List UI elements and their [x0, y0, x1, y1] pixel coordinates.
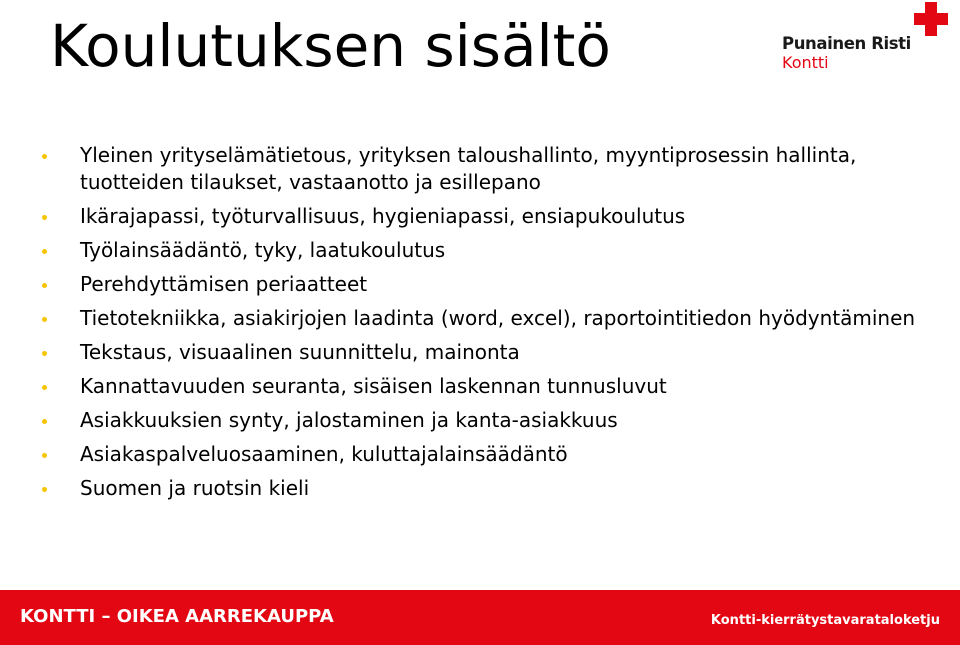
bullet-text: Työlainsäädäntö, tyky, laatukoulutus: [80, 238, 446, 262]
bullet-text: Ikärajapassi, työturvallisuus, hygieniapassi, ensiapukoulutus: [80, 204, 686, 228]
bullet-text: Perehdyttämisen periaatteet: [80, 272, 368, 296]
bullet-dot-icon: [42, 351, 47, 356]
bullet-text: Tekstaus, visuaalinen suunnittelu, mainonta: [80, 340, 520, 364]
bullet-text: Yleinen yrityselämätietous, yrityksen taloushallinto, myyntiprosessin hallinta, tuotteiden tilaukset, vastaanotto ja esillepano: [80, 143, 857, 194]
bullet-dot-icon: [42, 215, 47, 220]
bullet-text: Asiakaspalveluosaaminen, kuluttajalainsäädäntö: [80, 442, 568, 466]
bullet-dot-icon: [42, 317, 47, 322]
bullet-dot-icon: [42, 249, 47, 254]
footer-slogan: KONTTI – OIKEA AARREKAUPPA: [20, 606, 334, 627]
bullet-dot-icon: [42, 487, 47, 492]
punainen-risti-logo: [782, 2, 952, 72]
bullet-item: [40, 203, 940, 230]
bullet-item: [40, 305, 940, 332]
bullet-item: [40, 339, 940, 366]
bullet-dot-icon: [42, 419, 47, 424]
bullet-text: Tietotekniikka, asiakirjojen laadinta (word, excel), raportointitiedon hyödyntäminen: [80, 306, 916, 330]
footer-bar: [0, 590, 960, 645]
bullet-item: [40, 142, 940, 196]
bullet-dot-icon: [42, 154, 47, 159]
logo-name: Punainen Risti: [782, 34, 911, 53]
bullet-text: Asiakkuuksien synty, jalostaminen ja kanta-asiakkuus: [80, 408, 618, 432]
bullet-item: [40, 407, 940, 434]
bullet-item: [40, 271, 940, 298]
bullet-dot-icon: [42, 283, 47, 288]
bullet-text: Kannattavuuden seuranta, sisäisen laskennan tunnusluvut: [80, 374, 667, 398]
slide-title: Koulutuksen sisältö: [50, 12, 611, 80]
logo-subname: Kontti: [782, 53, 829, 72]
bullet-item: [40, 373, 940, 400]
red-cross-icon: [914, 2, 948, 36]
bullet-item: [40, 441, 940, 468]
footer-chain-name: Kontti-kierrätystavarataloketju: [710, 613, 940, 628]
bullet-text: Suomen ja ruotsin kieli: [80, 476, 310, 500]
bullet-dot-icon: [42, 453, 47, 458]
bullet-item: [40, 237, 940, 264]
bullet-dot-icon: [42, 385, 47, 390]
bullet-item: [40, 475, 940, 502]
bullet-list: [40, 142, 940, 509]
